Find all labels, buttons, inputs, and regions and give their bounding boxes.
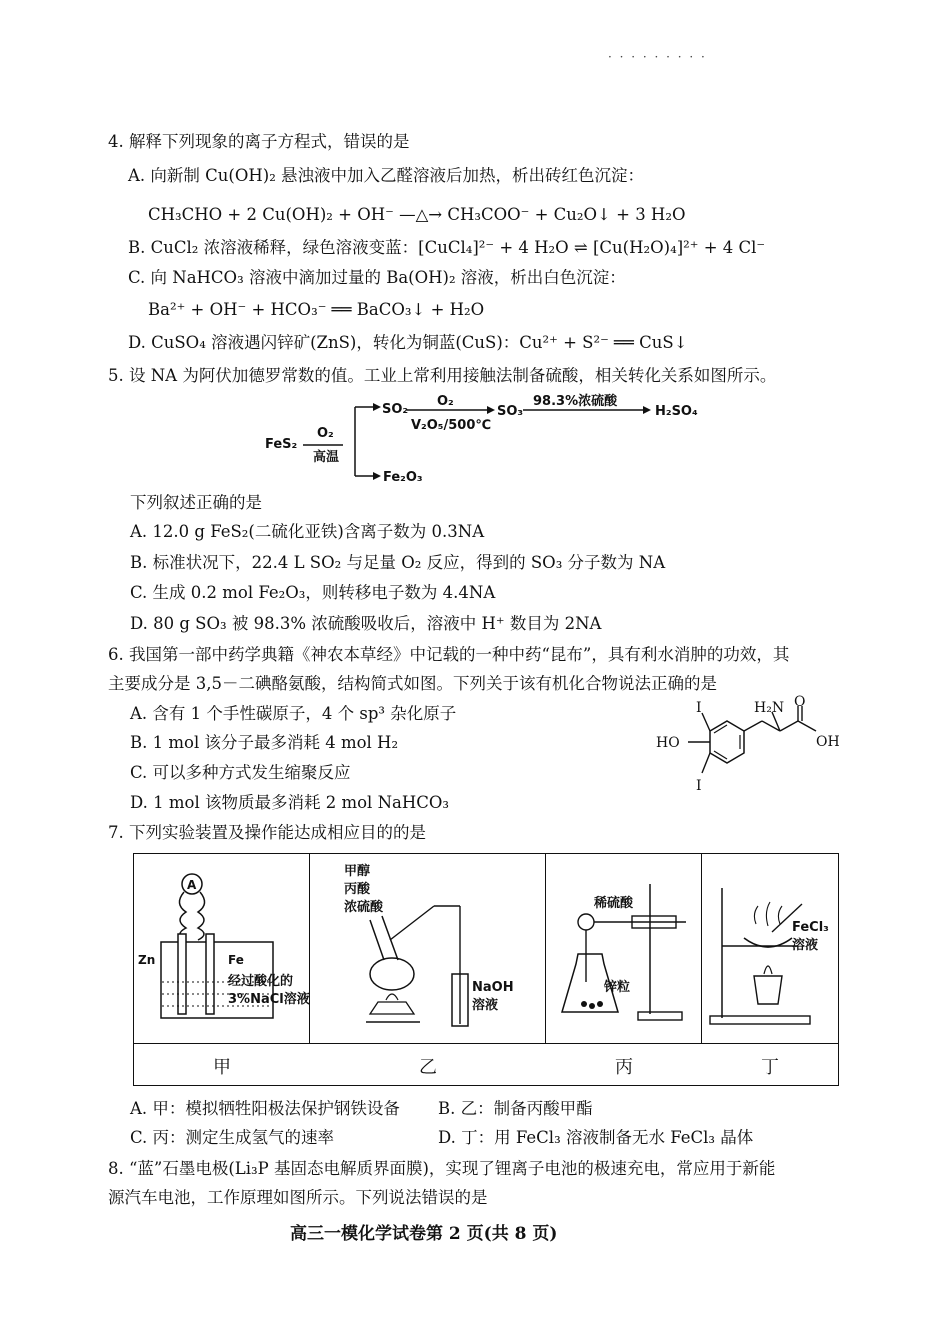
q7-option-d: D. 丁：用 FeCl₃ 溶液制备无水 FeCl₃ 晶体: [438, 1128, 754, 1147]
zn-electrode-label: Zn: [138, 953, 156, 967]
q6-option-c: C. 可以多种方式发生缩聚反应: [130, 763, 351, 782]
solution-label-line1: 经过酸化的: [228, 974, 294, 989]
page-footer: 高三一模化学试卷第 2 页(共 8 页): [290, 1224, 558, 1244]
fecl3-label: FeCl₃: [792, 920, 829, 935]
q4-option-d: D. CuSO₄ 溶液遇闪锌矿(ZnS)，转化为铜蓝(CuS)：Cu²⁺ + S²⁻ ══ CuS↓: [128, 333, 688, 352]
cell-yi: [310, 854, 546, 1043]
q7-option-b: B. 乙：制备丙酸甲酯: [438, 1099, 593, 1118]
ammeter-label: A: [187, 878, 197, 892]
q7-option-c: C. 丙：测定生成氢气的速率: [130, 1128, 335, 1147]
naoh-label: NaOH: [472, 980, 514, 995]
so3-label: SO₃: [497, 404, 524, 419]
q5-option-c: C. 生成 0.2 mol Fe₂O₃，则转移电子数为 4.4NA: [130, 583, 496, 602]
conc-sulfuric-label: 浓硫酸: [344, 900, 384, 915]
zinc-granules-label: 锌粒: [604, 980, 631, 995]
solution-label-line2: 3%NaCl溶液: [228, 992, 310, 1007]
q8-stem-line2: 源汽车电池，工作原理如图所示。下列说法错误的是: [108, 1188, 488, 1207]
q4-option-a-equation: CH₃CHO + 2 Cu(OH)₂ + OH⁻ —△→ CH₃COO⁻ + Cu₂O↓ + 3 H₂O: [148, 205, 686, 224]
header-dots: · · · · · · · · ·: [608, 50, 707, 64]
carboxyl-oh-label: OH: [816, 734, 840, 750]
contact-process-diagram: [265, 392, 745, 492]
caption-ding: 丁: [761, 1057, 779, 1078]
fe-electrode-label: Fe: [228, 953, 244, 967]
q6-option-a: A. 含有 1 个手性碳原子，4 个 sp³ 杂化原子: [130, 704, 457, 723]
o2-condition-1: O₂: [317, 426, 334, 441]
q5-option-b: B. 标准状况下，22.4 L SO₂ 与足量 O₂ 反应，得到的 SO₃ 分子数为 NA: [130, 553, 666, 572]
caption-jia: 甲: [213, 1057, 231, 1078]
q4-option-b: B. CuCl₂ 浓溶液稀释，绿色溶液变蓝：[CuCl₄]²⁻ + 4 H₂O ⇌ [Cu(H₂O)₄]²⁺ + 4 Cl⁻: [128, 238, 766, 257]
jia-apparatus: [134, 854, 310, 1043]
q5-lead: 下列叙述正确的是: [130, 493, 262, 512]
q4-option-a: A. 向新制 Cu(OH)₂ 悬浊液中加入乙醛溶液后加热，析出砖红色沉淀：: [128, 166, 645, 185]
fecl3-solution-label: 溶液: [792, 938, 819, 953]
q7-stem: 7. 下列实验装置及操作能达成相应目的的是: [108, 823, 426, 842]
q8-stem-line1: 8. “蓝”石墨电极(Li₃P 基固态电解质界面膜)，实现了锂离子电池的极速充电，常应用于新能: [108, 1159, 776, 1178]
q4-option-c: C. 向 NaHCO₃ 溶液中滴加过量的 Ba(OH)₂ 溶液，析出白色沉淀：: [128, 268, 626, 287]
caption-bing: 丙: [615, 1057, 633, 1078]
q4-stem: 4. 解释下列现象的离子方程式，错误的是: [108, 132, 410, 151]
cell-jia: [134, 854, 310, 1043]
q6-option-b: B. 1 mol 该分子最多消耗 4 mol H₂: [130, 733, 399, 752]
q6-option-d: D. 1 mol 该物质最多消耗 2 mol NaHCO₃: [130, 793, 449, 812]
iodine-top-label: I: [696, 700, 702, 716]
propanoic-acid-label: 丙酸: [344, 882, 371, 897]
experiment-table: [133, 853, 839, 1086]
o2-condition-2: O₂: [437, 394, 454, 409]
fe2o3-label: Fe₂O₃: [383, 470, 423, 485]
q6-stem-line1: 6. 我国第一部中药学典籍《神农本草经》中记载的一种中药“昆布”，具有利水消肿的功效，其: [108, 645, 790, 664]
so2-label: SO₂: [382, 402, 409, 417]
q5-stem: 5. 设 NA 为阿伏加德罗常数的值。工业上常利用接触法制备硫酸，相关转化关系如图所示。: [108, 366, 777, 385]
dilute-acid-label: 稀硫酸: [594, 896, 634, 911]
diiodotyrosine-structure: [650, 694, 850, 798]
q4-option-c-equation: Ba²⁺ + OH⁻ + HCO₃⁻ ══ BaCO₃↓ + H₂O: [148, 300, 485, 319]
carbonyl-o-label: O: [794, 694, 806, 710]
methanol-label: 甲醇: [344, 864, 371, 879]
sulfuric-acid-condition: 98.3%浓硫酸: [533, 394, 618, 409]
q6-stem-line2: 主要成分是 3,5－二碘酪氨酸，结构简式如图。下列关于该有机化合物说法正确的是: [108, 674, 717, 693]
cell-ding: [702, 854, 838, 1043]
fes2-label: FeS₂: [265, 437, 298, 452]
bing-apparatus: [546, 854, 702, 1043]
q7-option-a: A. 甲：模拟牺牲阳极法保护钢铁设备: [130, 1099, 400, 1118]
amine-label: H₂N: [754, 700, 785, 716]
q5-option-d: D. 80 g SO₃ 被 98.3% 浓硫酸吸收后，溶液中 H⁺ 数目为 2NA: [130, 614, 602, 633]
q5-option-a: A. 12.0 g FeS₂(二硫化亚铁)含离子数为 0.3NA: [130, 522, 485, 541]
iodine-bottom-label: I: [696, 778, 702, 794]
caption-yi: 乙: [419, 1057, 437, 1078]
h2so4-label: H₂SO₄: [655, 404, 698, 419]
catalyst-condition: V₂O₅/500℃: [411, 418, 492, 433]
cell-bing: [546, 854, 702, 1043]
naoh-solution-label: 溶液: [472, 998, 499, 1013]
high-temp-condition: 高温: [313, 450, 340, 465]
phenol-ho-label: HO: [656, 735, 680, 751]
